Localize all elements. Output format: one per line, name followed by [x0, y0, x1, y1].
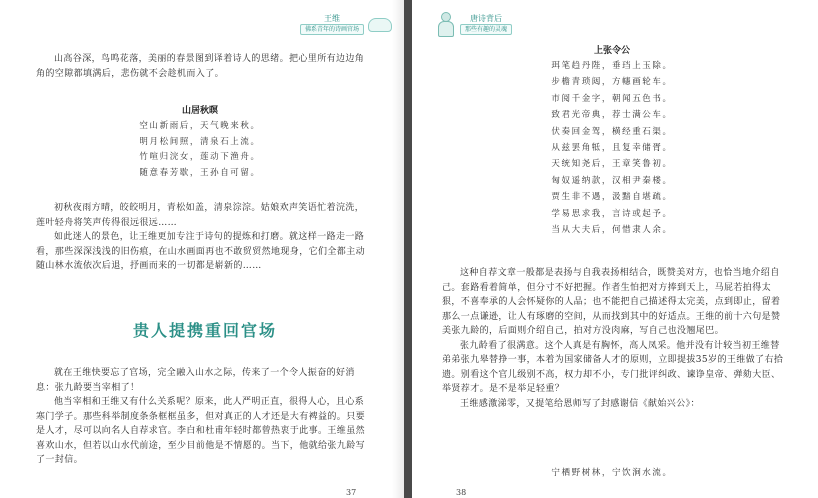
left-body-block-2 — [36, 366, 366, 468]
gutter-shadow — [392, 0, 404, 498]
left-header-subtitle: 佛系青年的诗画官场 — [300, 24, 364, 35]
right-page — [412, 0, 818, 498]
left-poem-title: 山居秋暝 — [181, 106, 218, 116]
right-header-subtitle: 那些有趣的灵魂 — [460, 24, 512, 35]
left-poem — [110, 119, 290, 181]
poem-line: 学易思求我，言诗或起予。 — [551, 208, 673, 219]
poem-line: 致君光帝典，荐士满公车。 — [551, 110, 673, 121]
poem-line: 明月松间照，清泉石上流。 — [139, 136, 261, 147]
left-body-block-1 — [36, 201, 366, 274]
left-page — [0, 0, 404, 498]
left-header-title: 王维 — [324, 14, 340, 23]
right-body-block — [442, 266, 786, 411]
cloud-icon — [368, 18, 392, 32]
section-title: 贵人提携重回官场 — [132, 321, 277, 340]
poem-line: 匈奴遥纳款，汉相尹秦楼。 — [551, 175, 673, 186]
right-header-title: 唐诗背后 — [470, 13, 502, 23]
right-paragraph-3: 王维感激涕零，又提笔给恩师写了封感谢信《献始兴公》： — [460, 398, 700, 409]
right-poem-start — [517, 466, 707, 482]
right-poem-title: 上张令公 — [593, 46, 630, 56]
left-paragraph-3: 如此迷人的景色，让王维更加专注于诗句的提炼和打磨。就这样一路走一路看，那些深深浅浅的旧伤痕，在山水画面再也不敢贸贸然地现身，它们全都主动随山林水流依次后退，抒画而来的一切都是崭新的…… — [36, 232, 366, 271]
right-paragraph-2: 张九龄看了很满意。这个人真是有胸怀，高人凤采。他并没有计较当初王维替弟弟张九皋替挣一事，本着为国家储备人才的原则，立即提拔35岁的王维做了右拾遗。别看这个官儿级别不高，权力却不小，专门批评纠政、谏诤皇帝、弹劾大臣、举贤荐才。是不是举足轻重？ — [442, 340, 784, 394]
left-paragraph-4: 就在王维快要忘了官场，完全融入山水之际，传来了一个令人振奋的好消息：张九龄要当宰相了！ — [36, 368, 355, 393]
left-intro-paragraph: 山高谷深，鸟鸣花落，美丽的春景图到译着诗人的思绪。把心里所有边边角角的空隙都填满后，悲伤就不会趁机而入了。 — [36, 54, 365, 79]
right-page-number: 38 — [456, 488, 467, 497]
poem-line: 宁栖野树林，宁饮涧水流。 — [551, 468, 673, 478]
poem-line: 市阅千金字，朝闻五色书。 — [551, 93, 673, 104]
left-paragraph-2: 初秋夜雨方晴，皎皎明月，青松如盖，清泉淙淙。姑娘欢声笑语忙着浣洗，莲叶轻舟将笑声传得很远很远…… — [36, 203, 365, 228]
poem-line: 空山新雨后，天气晚来秋。 — [139, 121, 261, 131]
right-poem — [517, 58, 707, 238]
poem-line: 步檐青琐闼，方幰画轮车。 — [551, 77, 673, 88]
left-intro-block — [36, 52, 366, 81]
poet-figure-icon — [434, 12, 456, 36]
poem-line: 从兹罢角牴，且复幸储胥。 — [551, 143, 673, 154]
poem-line: 珥笔趋丹陛，垂珰上玉除。 — [551, 61, 673, 71]
poem-line: 随意春芳歇，王孙自可留。 — [139, 167, 261, 178]
poem-line: 当从大夫后，何惜隶人余。 — [551, 225, 673, 236]
right-paragraph-1: 这种自荐文章一般都是表扬与自我表扬相结合，既赞美对方，也恰当地介绍自己。套路看着简单，但分寸不好把握。作者生怕把对方捧到天上，马屁若拍得太狠，不喜奉承的人会怀疑你的人品；也不能把自己描述得太完美，点到即止，留着那么一点谦逊，让人有琢磨的空间，从而找到其中的好适点。王维的前十六句是赞美张九龄的，后面则介绍自己，拍对方没肉麻，写自己也没翘尾巴。 — [442, 268, 781, 336]
left-page-number: 37 — [346, 488, 357, 497]
right-header-badge — [434, 12, 512, 36]
left-paragraph-5: 他当宰相和王维又有什么关系呢？原来，此人严明正直，很得人心，且心系寒门学子。那些科举制度条条框框虽多，但对真正的人才还是大有裨益的。只要是人才，尽可以向名人自荐求官。李白和杜甫年轻时都曾热衷于此事。王维虽然喜欢山水，但若以山水代前途，至少目前他是不情愿的。当下，他就给张九龄写了一封信。 — [36, 397, 366, 465]
poem-line: 伏奏回金驾，横经重石渠。 — [551, 126, 673, 137]
left-header-badge — [300, 14, 392, 35]
poem-line: 竹喧归浣女，莲动下渔舟。 — [139, 152, 261, 162]
poem-line: 贾生非不遇，汲黯自堪疏。 — [551, 192, 673, 203]
poem-line: 天统知尧后，王章笑鲁初。 — [551, 159, 673, 170]
book-gutter — [404, 0, 412, 498]
